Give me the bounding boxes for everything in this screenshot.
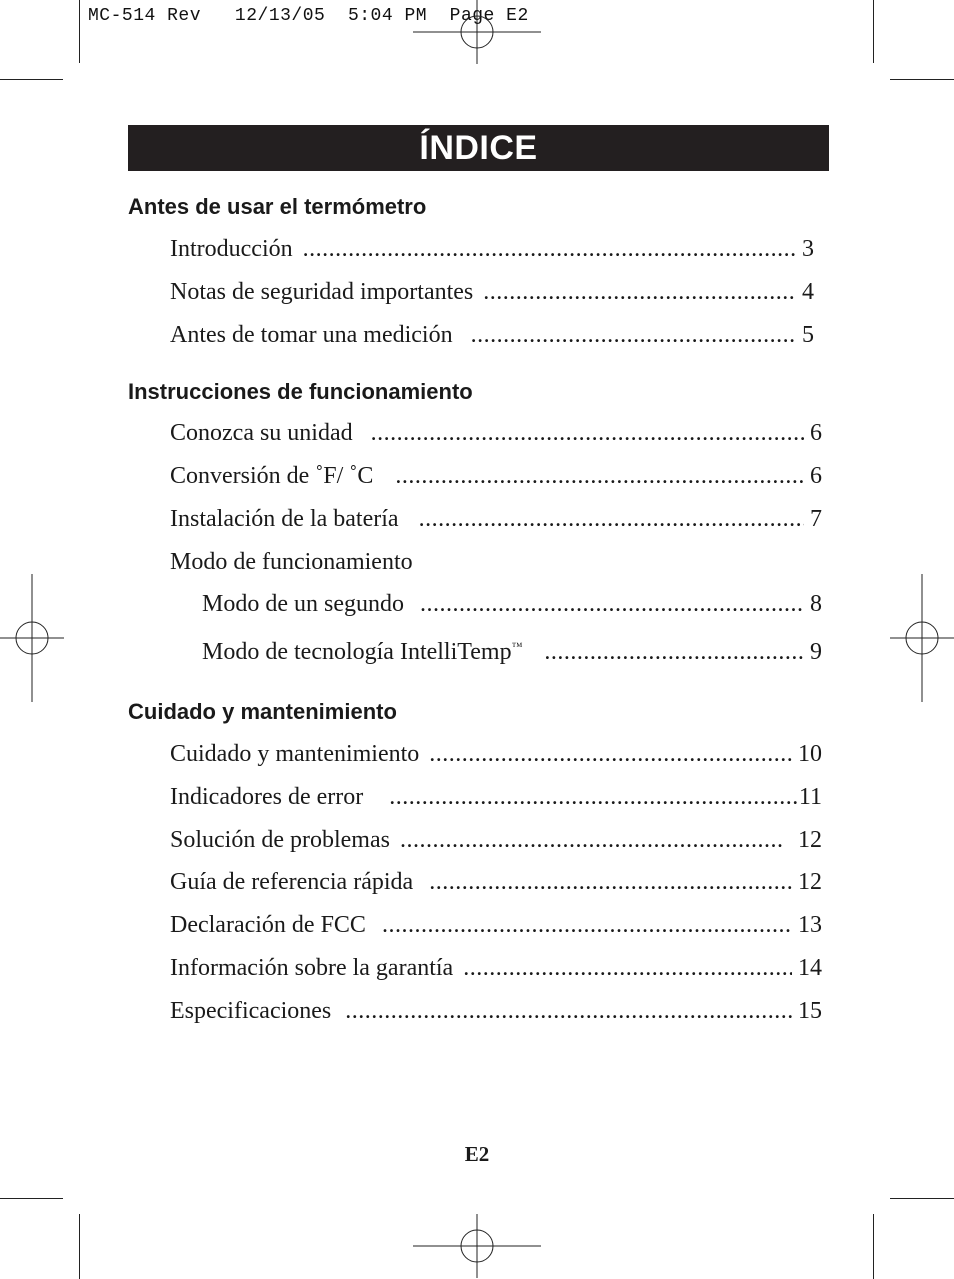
toc-entry-page: 11 [798,784,822,810]
toc-entry[interactable] [170,462,822,490]
crop-mark [890,1198,954,1199]
dot-leader [400,826,784,854]
toc-entry[interactable] [170,826,822,854]
toc-entry-page: 5 [802,322,814,348]
toc-entry[interactable] [202,633,822,666]
printer-slug-line: MC-514 Rev 12/13/05 5:04 PM Page E2 [88,6,529,26]
toc-entry-page: 6 [810,420,822,446]
crop-mark [79,1214,80,1279]
crop-mark [873,1214,874,1279]
toc-entry-page: 12 [798,869,822,895]
crop-mark [873,0,874,63]
toc-entry[interactable] [170,235,814,263]
toc-entry-label: Notas de seguridad importantes [170,279,474,305]
toc-entry-label: Introducción [170,236,293,262]
toc-entry[interactable] [202,590,822,618]
toc-entry-page: 4 [802,279,814,305]
toc-entry-label: Información sobre la garantía [170,955,454,981]
toc-entry[interactable] [170,783,822,811]
toc-entry-label: Guía de referencia rápida [170,869,414,895]
toc-entry-label-text: Modo de tecnología IntelliTemp [202,639,512,665]
dot-leader [371,419,804,447]
registration-mark-left [0,574,64,702]
toc-entry-page: 7 [810,506,822,532]
section-heading: Antes de usar el termómetro [128,194,427,219]
dot-leader [544,638,804,666]
toc-entry-label: Antes de tomar una medición [170,322,453,348]
dot-leader [419,505,804,533]
toc-entry-label: Modo de un segundo [202,591,404,617]
trademark-symbol: ™ [511,641,523,653]
toc-entry-label: Instalación de la batería [170,506,399,532]
page-number: E2 [464,1142,490,1166]
section-heading: Instrucciones de funcionamiento [128,379,473,404]
dot-leader [483,278,796,306]
toc-entry-page: 9 [810,639,822,665]
registration-mark-bottom [413,1214,541,1278]
toc-entry[interactable] [170,740,822,768]
dot-leader [471,321,796,349]
toc-entry-label [202,633,522,666]
dot-leader [463,954,792,982]
crop-mark [890,79,954,80]
toc-entry-label: Modo de funcionamiento [170,549,413,575]
toc-entry-label: Conozca su unidad [170,420,353,446]
dot-leader [303,235,796,263]
toc-entry[interactable] [170,278,814,306]
toc-entry[interactable] [170,868,822,896]
toc-entry-page: 10 [798,741,822,767]
toc-entry[interactable] [170,419,822,447]
dot-leader [429,868,792,896]
crop-mark [79,0,80,63]
dot-leader [382,911,792,939]
toc-entry-label: Declaración de FCC [170,912,366,938]
dot-leader [389,783,799,811]
toc-entry-label: Especificaciones [170,998,332,1024]
toc-entry-label: Solución de problemas [170,827,390,853]
registration-mark-right [890,574,954,702]
index-title-bar [128,125,829,171]
toc-entry-page: 13 [798,912,822,938]
toc-entry-page: 12 [798,827,822,853]
toc-entry-label: Conversión de ˚F/ ˚C [170,463,374,489]
dot-leader [395,462,804,490]
page-title: ÍNDICE [419,128,538,167]
toc-entry[interactable] [170,321,814,349]
section-heading: Cuidado y mantenimiento [128,699,397,724]
dot-leader [420,590,804,618]
dot-leader [345,997,792,1025]
toc-entry[interactable] [170,548,822,576]
toc-entry[interactable] [170,911,822,939]
toc-entry-label: Cuidado y mantenimiento [170,741,420,767]
dot-leader [429,740,792,768]
toc-entry-label: Indicadores de error [170,784,364,810]
toc-entry[interactable] [170,954,822,982]
registration-mark-top [413,0,541,64]
crop-mark [0,79,63,80]
toc-entry[interactable] [170,505,822,533]
toc-entry-page: 6 [810,463,822,489]
crop-mark [0,1198,63,1199]
toc-entry-page: 8 [810,591,822,617]
toc-entry-page: 14 [798,955,822,981]
toc-entry-page: 3 [802,236,814,262]
toc-entry[interactable] [170,997,822,1025]
toc-entry-page: 15 [798,998,822,1024]
